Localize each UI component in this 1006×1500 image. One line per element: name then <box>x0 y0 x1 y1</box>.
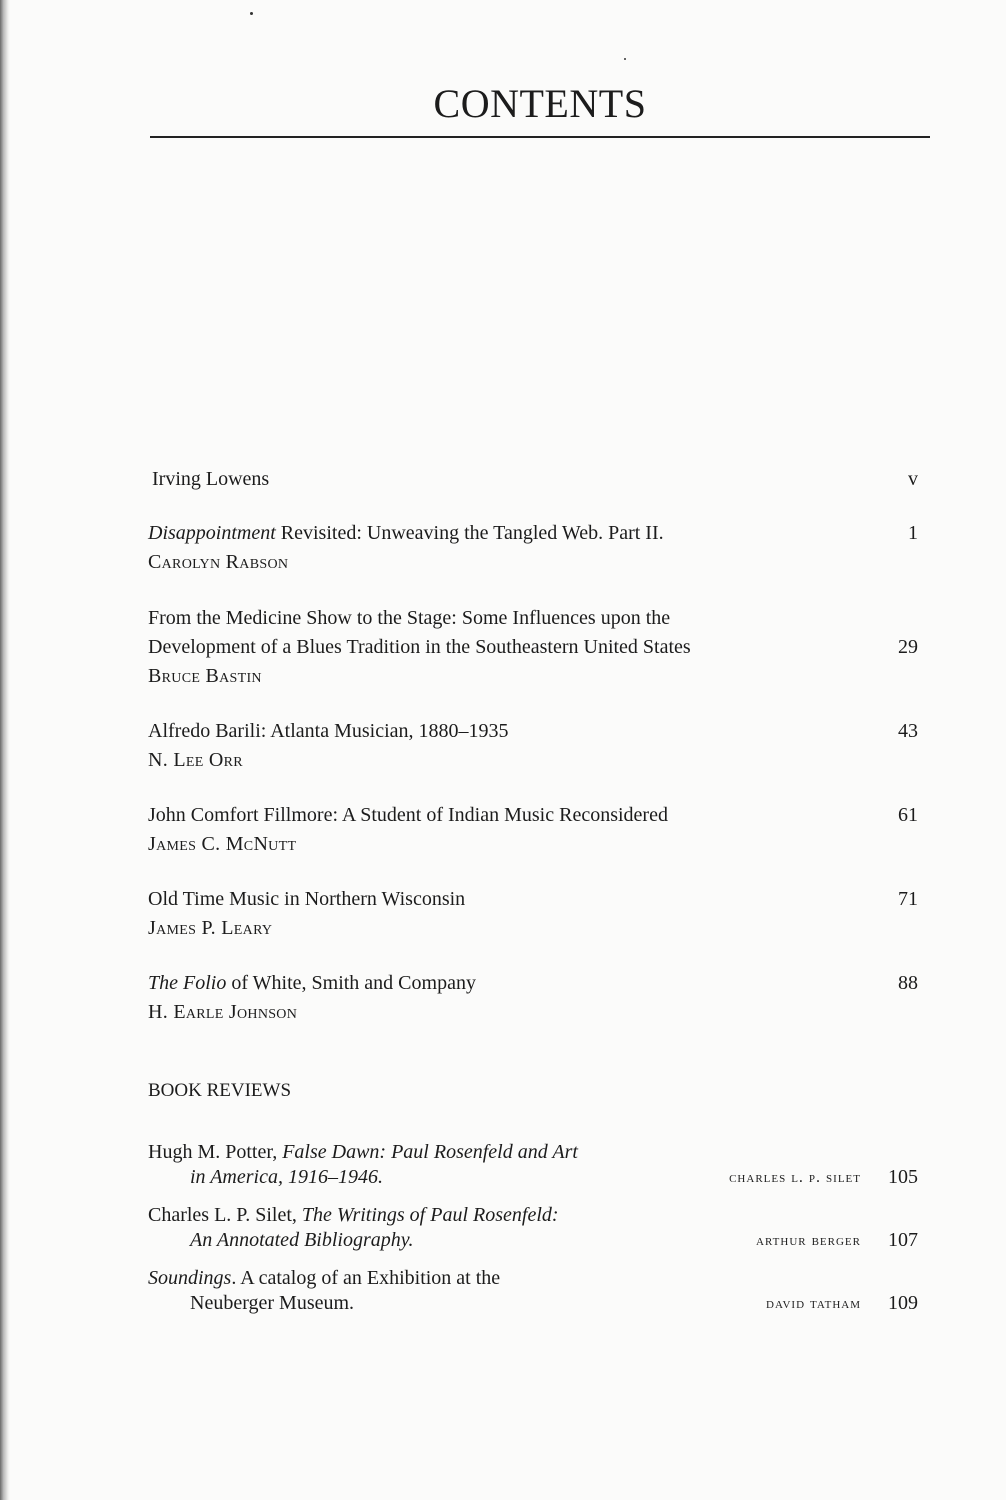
entry-page: 1 <box>908 522 918 544</box>
entry-page: 71 <box>898 888 918 910</box>
title-rule <box>150 136 930 138</box>
review-entry <box>148 1140 918 1190</box>
review-line: Neuberger Museum. <box>190 1292 355 1314</box>
page-spine-shadow <box>0 0 10 1500</box>
review-page: 107 <box>888 1229 918 1251</box>
entry-page: v <box>908 468 918 490</box>
entry-author: Carolyn Rabson <box>148 551 289 573</box>
entry-title: The Folio of White, Smith and Company <box>148 972 476 994</box>
ink-speck <box>250 12 253 15</box>
entry-title: Disappointment Revisited: Unweaving the Tangled Web. Part II. <box>148 522 664 544</box>
book-reviews-heading: BOOK REVIEWS <box>148 1080 292 1101</box>
entry-title: John Comfort Fillmore: A Student of Indian Music Reconsidered <box>148 804 668 826</box>
entry-author: Bruce Bastin <box>148 665 262 687</box>
toc-entry <box>148 969 918 1027</box>
toc-entry <box>148 885 918 943</box>
entry-title-line: Development of a Blues Tradition in the Southeastern United States <box>148 636 691 658</box>
toc-entry <box>148 801 918 859</box>
entry-title-line: From the Medicine Show to the Stage: Some Influences upon the <box>148 607 671 629</box>
entry-title: Alfredo Barili: Atlanta Musician, 1880–1935 <box>148 720 509 742</box>
review-entry <box>148 1203 918 1253</box>
review-page: 109 <box>888 1292 918 1314</box>
entry-page: 88 <box>898 972 918 994</box>
entry-author: James C. McNutt <box>148 833 297 855</box>
review-entry <box>148 1266 918 1316</box>
entry-page: 29 <box>898 636 918 658</box>
entry-page: 43 <box>898 720 918 742</box>
review-line: Soundings. A catalog of an Exhibition at the <box>148 1267 501 1289</box>
entry-author: H. Earle Johnson <box>148 1001 298 1023</box>
review-line: in America, 1916–1946. <box>190 1166 383 1188</box>
reviewer-name: david tatham <box>766 1295 861 1312</box>
ink-speck <box>624 58 626 60</box>
entry-author: N. Lee Orr <box>148 749 243 771</box>
entry-title: Old Time Music in Northern Wisconsin <box>148 888 466 910</box>
review-line: An Annotated Bibliography. <box>190 1229 414 1251</box>
entry-title: Irving Lowens <box>152 468 270 490</box>
reviewer-name: arthur berger <box>756 1232 861 1249</box>
toc-entry <box>148 604 918 691</box>
page-title: CONTENTS <box>433 81 647 126</box>
entry-page: 61 <box>898 804 918 826</box>
toc-entry <box>148 465 918 494</box>
toc-entry <box>148 519 918 577</box>
toc-entry <box>148 717 918 775</box>
review-page: 105 <box>888 1166 918 1188</box>
entry-author: James P. Leary <box>148 917 273 939</box>
reviewer-name: charles l. p. silet <box>729 1169 861 1186</box>
review-line: Hugh M. Potter, False Dawn: Paul Rosenfeld and Art <box>148 1141 578 1163</box>
review-line: Charles L. P. Silet, The Writings of Paul Rosenfeld: <box>148 1204 559 1226</box>
